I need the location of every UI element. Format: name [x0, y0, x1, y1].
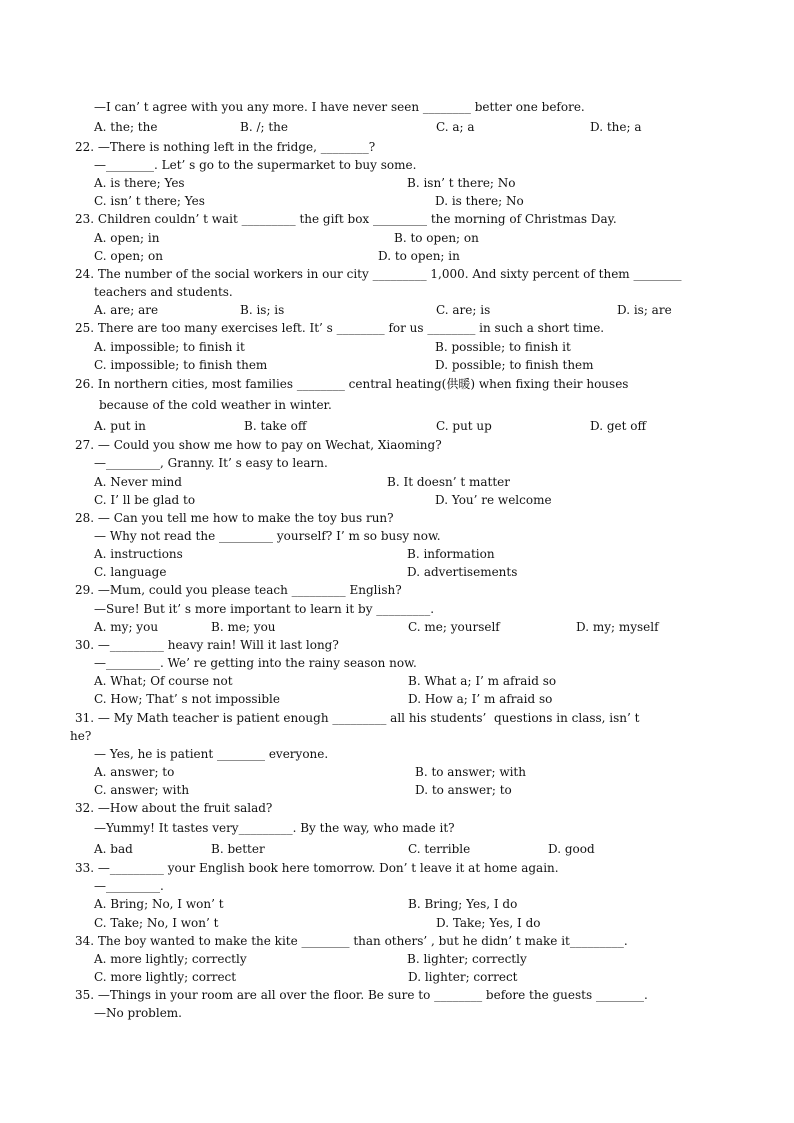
answer-option: B. to open; on — [394, 231, 479, 245]
question-line: — Why not read the _________ yourself? I’ m so busy now. — [94, 529, 441, 543]
question-line: —_________, Granny. It’ s easy to learn. — [94, 456, 328, 470]
answer-option: B. to answer; with — [415, 765, 526, 779]
answer-option: D. get off — [590, 419, 646, 433]
answer-option: B. better — [211, 842, 265, 856]
answer-option: B. information — [407, 547, 495, 561]
answer-option: D. Take; Yes, I do — [436, 916, 541, 930]
answer-option: C. put up — [436, 419, 492, 433]
answer-option: A. my; you — [94, 620, 159, 634]
answer-option: B. It doesn’ t matter — [387, 475, 510, 489]
answer-option: A. instructions — [94, 547, 183, 561]
answer-option: D. to answer; to — [415, 783, 512, 797]
answer-option: A. impossible; to finish it — [94, 340, 245, 354]
answer-option: A. Never mind — [94, 475, 182, 489]
answer-option: B. isn’ t there; No — [407, 176, 516, 190]
question-line: he? — [70, 729, 92, 743]
question-stem: 31. — My Math teacher is patient enough _________ all his students’ questions in class, isn’ t — [75, 711, 640, 725]
question-stem: —I can’ t agree with you any more. I have never seen ________ better one before. — [94, 100, 585, 114]
question-line: —________. Let’ s go to the supermarket to buy some. — [94, 158, 417, 172]
question-stem: 24. The number of the social workers in our city _________ 1,000. And sixty percent of them ________ — [75, 267, 682, 281]
answer-option: C. answer; with — [94, 783, 190, 797]
answer-option: D. possible; to finish them — [435, 358, 594, 372]
question-stem: 23. Children couldn’ t wait _________ the gift box _________ the morning of Christmas Day. — [75, 212, 617, 226]
question-line: —_________. We’ re getting into the rainy season now. — [94, 656, 417, 670]
answer-option: C. open; on — [94, 249, 163, 263]
answer-option: B. possible; to finish it — [435, 340, 571, 354]
question-line: —_________. — [94, 879, 164, 893]
answer-option: B. is; is — [240, 303, 285, 317]
answer-option: A. answer; to — [94, 765, 175, 779]
answer-option: C. terrible — [408, 842, 471, 856]
answer-option: C. language — [94, 565, 167, 579]
answer-option: C. are; is — [436, 303, 491, 317]
answer-option: C. impossible; to finish them — [94, 358, 268, 372]
answer-option: D. to open; in — [378, 249, 460, 263]
answer-option: D. good — [548, 842, 595, 856]
answer-option: B. Bring; Yes, I do — [408, 897, 518, 911]
answer-option: D. the; a — [590, 120, 642, 134]
answer-option: D. lighter; correct — [408, 970, 518, 984]
question-line: — Yes, he is patient ________ everyone. — [94, 747, 329, 761]
answer-option: D. advertisements — [407, 565, 518, 579]
question-stem: 26. In northern cities, most families ________ central heating(供暖) when fixing their houses — [75, 377, 629, 391]
question-stem: 35. —Things in your room are all over the floor. Be sure to ________ before the guests ________. — [75, 988, 648, 1002]
question-stem: 25. There are too many exercises left. It’ s ________ for us ________ in such a short time. — [75, 321, 605, 335]
answer-option: C. Take; No, I won’ t — [94, 916, 219, 930]
question-line: —No problem. — [94, 1006, 182, 1020]
answer-option: A. What; Of course not — [94, 674, 233, 688]
question-line: teachers and students. — [94, 285, 233, 299]
question-stem: 22. —There is nothing left in the fridge, ________? — [75, 140, 376, 154]
answer-option: B. What a; I’ m afraid so — [408, 674, 557, 688]
answer-option: A. bad — [94, 842, 133, 856]
answer-option: A. is there; Yes — [94, 176, 185, 190]
answer-option: C. How; That’ s not impossible — [94, 692, 280, 706]
answer-option: C. I’ ll be glad to — [94, 493, 196, 507]
answer-option: D. is; are — [617, 303, 672, 317]
answer-option: A. open; in — [94, 231, 160, 245]
answer-option: D. You’ re welcome — [435, 493, 552, 507]
answer-option: B. /; the — [240, 120, 288, 134]
answer-option: D. my; myself — [576, 620, 659, 634]
answer-option: C. more lightly; correct — [94, 970, 237, 984]
question-stem: 33. —_________ your English book here tomorrow. Don’ t leave it at home again. — [75, 861, 559, 875]
question-stem: 32. —How about the fruit salad? — [75, 801, 273, 815]
answer-option: B. me; you — [211, 620, 276, 634]
question-stem: 28. — Can you tell me how to make the toy bus run? — [75, 511, 394, 525]
answer-option: A. Bring; No, I won’ t — [94, 897, 224, 911]
answer-option: A. put in — [94, 419, 146, 433]
answer-option: B. take off — [244, 419, 307, 433]
answer-option: A. are; are — [94, 303, 159, 317]
answer-option: D. is there; No — [435, 194, 524, 208]
answer-option: A. the; the — [94, 120, 158, 134]
answer-option: B. lighter; correctly — [407, 952, 527, 966]
question-line: —Sure! But it’ s more important to learn it by _________. — [94, 602, 435, 616]
answer-option: D. How a; I’ m afraid so — [408, 692, 553, 706]
answer-option: C. isn’ t there; Yes — [94, 194, 205, 208]
answer-option: A. more lightly; correctly — [94, 952, 247, 966]
question-stem: 34. The boy wanted to make the kite ________ than others’ , but he didn’ t make it_________. — [75, 934, 628, 948]
question-stem: 27. — Could you show me how to pay on Wechat, Xiaoming? — [75, 438, 442, 452]
question-stem: 29. —Mum, could you please teach _________ English? — [75, 583, 402, 597]
question-stem: 30. —_________ heavy rain! Will it last long? — [75, 638, 339, 652]
answer-option: C. me; yourself — [408, 620, 500, 634]
question-line: —Yummy! It tastes very_________. By the way, who made it? — [94, 821, 455, 835]
question-line: because of the cold weather in winter. — [99, 398, 332, 412]
answer-option: C. a; a — [436, 120, 475, 134]
